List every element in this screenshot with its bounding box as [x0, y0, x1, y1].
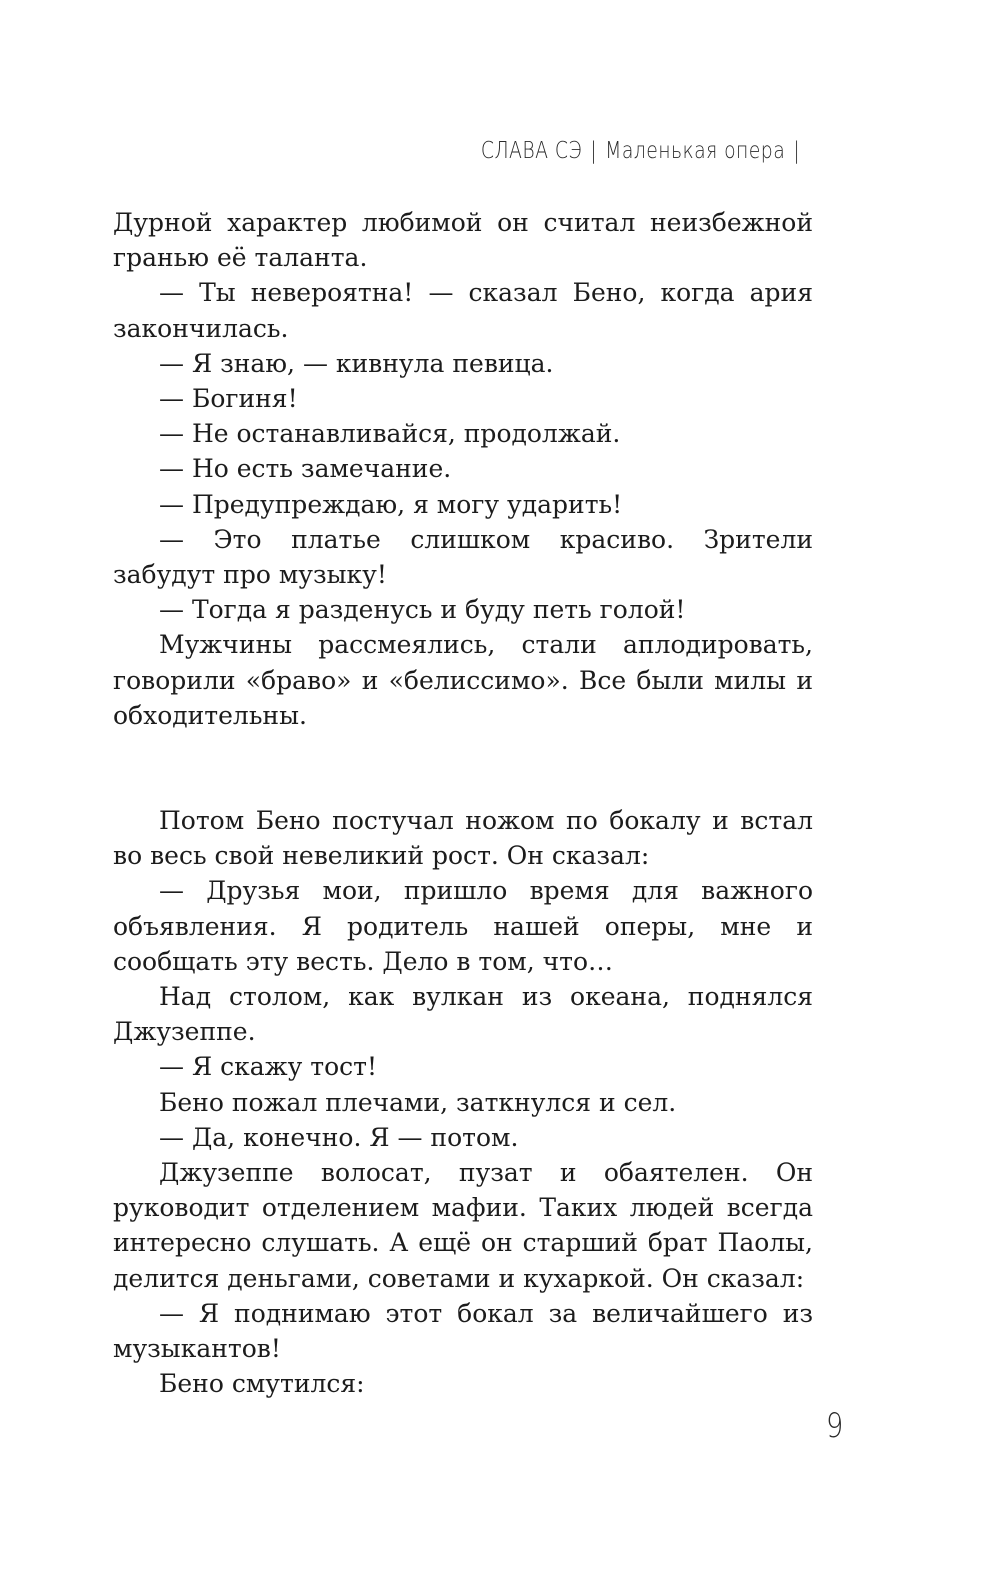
header-title: Маленькая опера [604, 138, 785, 164]
paragraph: Дурной характер любимой он считал неизбежной гранью её таланта. [113, 208, 813, 273]
paragraph: — Я скажу тост! [159, 1052, 378, 1082]
paragraph: — Но есть замечание. [159, 454, 452, 484]
running-header [481, 138, 808, 164]
paragraph: — Тогда я разденусь и буду петь голой! [159, 595, 686, 625]
paragraph: — Богиня! [159, 384, 298, 414]
paragraph: Бено смутился: [159, 1369, 365, 1399]
header-divider: | [589, 138, 597, 164]
body-text [113, 205, 813, 1402]
paragraph: — Ты невероятна! — сказал Бено, когда ария закончилась. [113, 278, 813, 343]
paragraph: Джузеппе волосат, пузат и обаятелен. Он руководит отделением мафии. Таких людей всегда интересно слушать. А ещё он старший брат Паолы, делится деньгами, советами и кухаркой. Он сказал: [113, 1158, 813, 1293]
header-author: СЛАВА СЭ [480, 138, 582, 164]
paragraph: — Да, конечно. Я — потом. [159, 1122, 519, 1152]
paragraph: Мужчины рассмеялись, стали аплодировать, говорили «браво» и «белиссимо». Все были милы и обходительны. [113, 630, 813, 730]
section-break [113, 733, 813, 803]
paragraph: Над столом, как вулкан из океана, поднялся Джузеппе. [113, 982, 813, 1047]
paragraph: — Предупреждаю, я могу ударить! [159, 489, 623, 519]
paragraph: Бено пожал плечами, заткнулся и сел. [159, 1087, 677, 1117]
paragraph: — Я поднимаю этот бокал за величайшего из музыкантов! [113, 1298, 813, 1364]
header-divider-end: | [793, 138, 800, 164]
page-number: 9 [826, 1406, 844, 1446]
paragraph: — Не останавливайся, продолжай. [159, 419, 621, 449]
paragraph: — Я знаю, — кивнула певица. [159, 348, 554, 378]
paragraph: Потом Бено постучал ножом по бокалу и встал во весь свой невеликий рост. Он сказал: [113, 806, 813, 871]
paragraph: — Друзья мои, пришло время для важного объявления. Я родитель нашей оперы, мне и сообщать эту весть. Дело в том, что… [113, 876, 813, 976]
paragraph: — Это платье слишком красиво. Зрители забудут про музыку! [113, 524, 813, 590]
